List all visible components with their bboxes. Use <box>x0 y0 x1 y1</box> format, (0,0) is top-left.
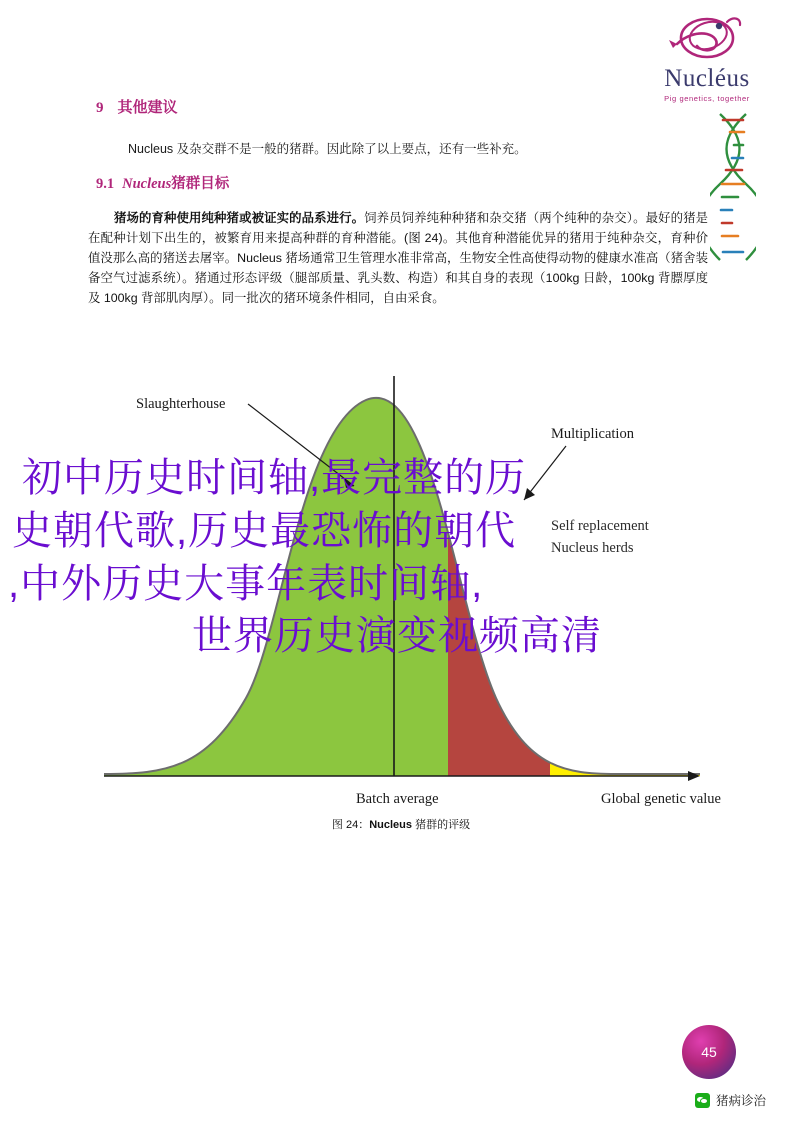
body-paragraph-lead: 猪场的育种使用纯种猪或被证实的品系进行。 <box>114 211 365 225</box>
label-nucleus-herds: Nucleus herds <box>551 540 634 556</box>
logo-tagline: Pig genetics, together <box>664 94 750 103</box>
watermark-line-1: 初中历史时间轴,最完整的历 <box>22 456 527 500</box>
watermark-line-2: 史朝代歌,历史最恐怖的朝代 <box>12 508 517 553</box>
figure-caption-bold: Nucleus <box>369 819 413 831</box>
subsection-title-cn: 猪群目标 <box>171 176 230 192</box>
label-global-genetic-value: Global genetic value <box>601 791 721 807</box>
pig-swirl-icon <box>648 14 766 64</box>
body-paragraph <box>88 208 708 308</box>
figure-caption-suffix: 猪群的评级 <box>412 819 471 831</box>
logo-wordmark: Nucléus <box>664 65 750 92</box>
footer-brand <box>695 1091 766 1109</box>
figure-caption-prefix: 图 24： <box>331 819 370 831</box>
figure-24 <box>96 368 721 838</box>
section-title: 其他建议 <box>117 100 178 116</box>
watermark-line-4: 世界历史演变视频高清 <box>192 614 602 659</box>
footer-brand-label: 猪病诊治 <box>715 1094 766 1108</box>
nucleus-logo <box>648 14 766 103</box>
dna-helix-icon <box>710 112 756 262</box>
body-paragraph-rest: 饲养员饲养纯种种猪和杂交猪（两个纯种的杂交）。最好的猪是在配种计划下出生的，被繁育用来提高种群的育种潜能。(图 24)。其他育种潜能优异的猪用于纯种杂交，育种价值没那么高的猪送去屠宰。Nucleus 猪场通常卫生管理水准非常高，生物安全性高使得动物的健康水准高（猪舍装备空气过滤系统）。猪通过形态评级（腿部质量、乳头数、构造）和其自身的表现（100kg 日龄，100kg 背膘厚度及 100kg 背部肌肉厚）。同一批次的猪环境条件相同，自由采食。 <box>88 211 709 306</box>
figure-caption <box>96 816 706 832</box>
subsection-title-latin: Nucleus <box>122 176 172 192</box>
section-heading-9-1 <box>96 172 229 193</box>
label-self-replacement: Self replacement <box>551 518 649 534</box>
wechat-icon <box>695 1093 710 1108</box>
watermark-line-3: ,中外历史大事年表时间轴, <box>8 561 484 606</box>
page-number-badge: 45 <box>682 1025 736 1079</box>
section-number: 9 <box>96 100 104 116</box>
subsection-number: 9.1 <box>96 176 115 192</box>
section-heading-9 <box>96 96 178 117</box>
intro-paragraph: Nucleus 及杂交群不是一般的猪群。因此除了以上要点，还有一些补充。 <box>128 142 527 156</box>
label-multiplication: Multiplication <box>551 426 634 442</box>
label-slaughterhouse: Slaughterhouse <box>136 396 226 412</box>
label-batch-average: Batch average <box>356 791 439 807</box>
